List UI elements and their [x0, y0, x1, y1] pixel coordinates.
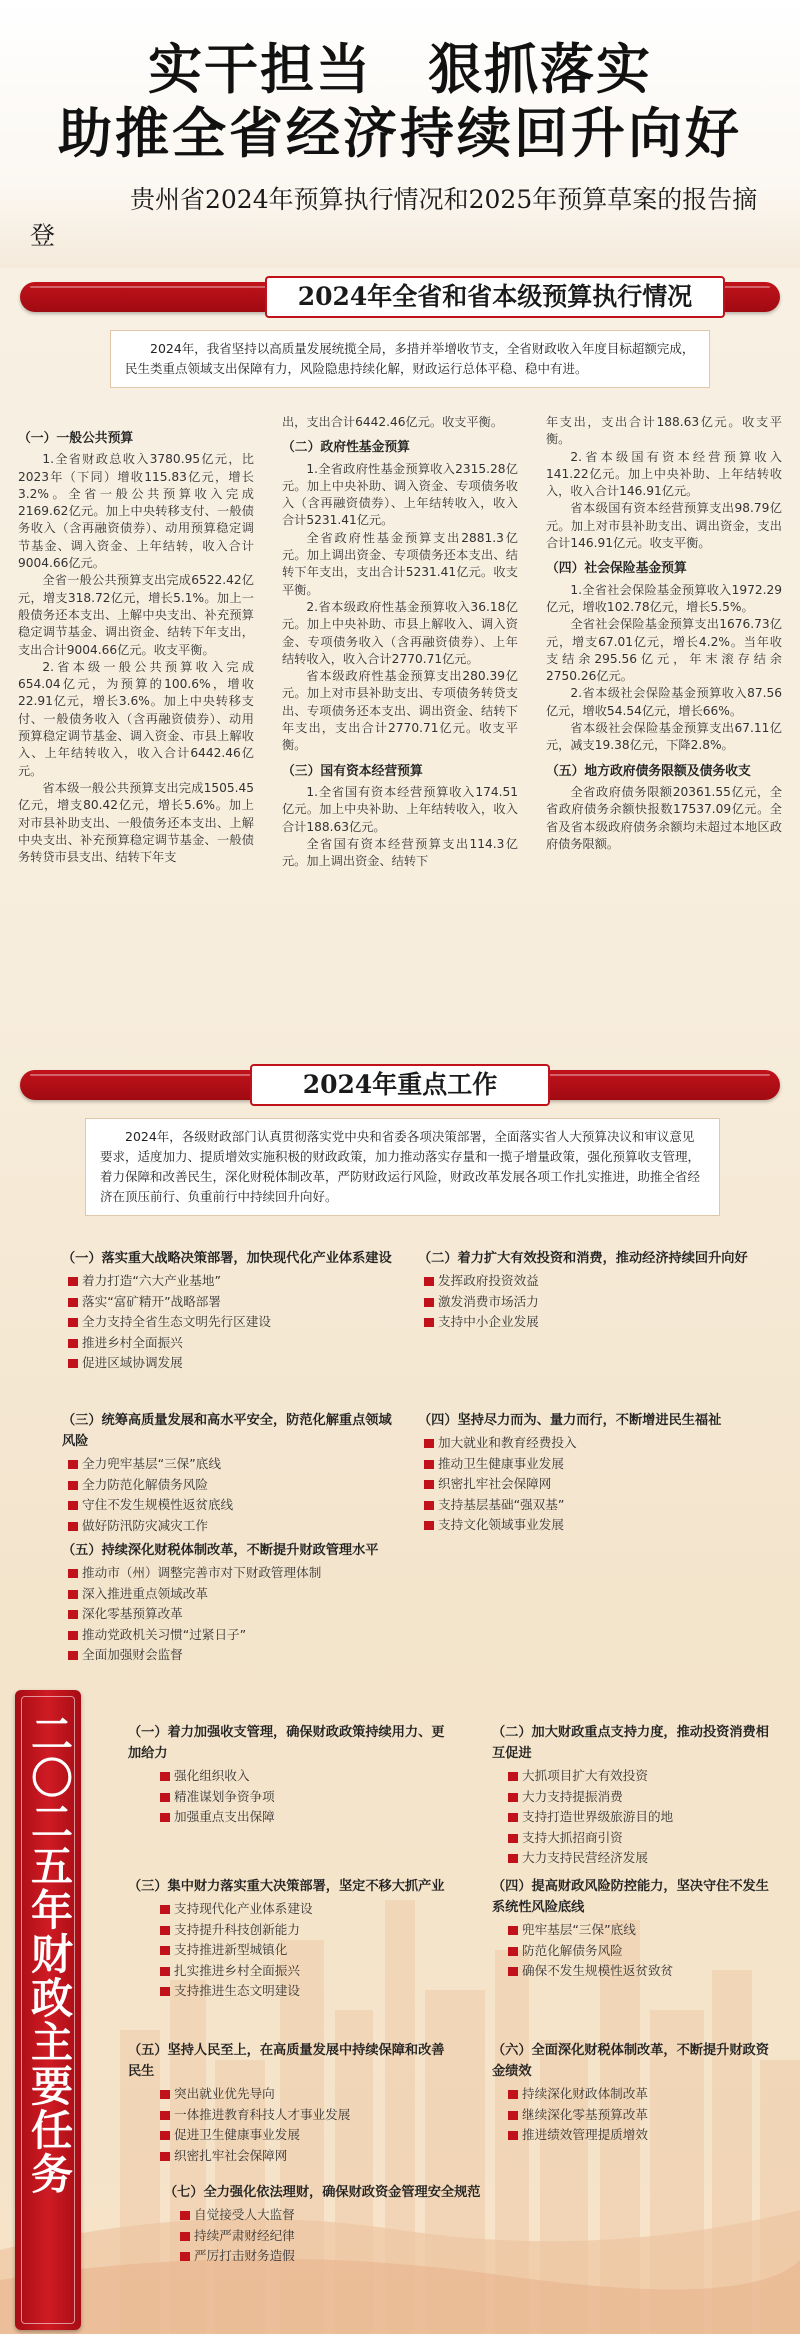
- task-group-title: （三）集中财力落实重大决策部署，坚定不移大抓产业: [128, 1879, 445, 1894]
- list-item: 突出就业优先导向: [154, 2084, 448, 2105]
- list-item: 全面加强财会监督: [62, 1645, 482, 1666]
- list-item: 支持中小企业发展: [418, 1312, 778, 1333]
- heading-general-budget: （一）一般公共预算: [18, 431, 134, 446]
- paragraph: 全省政府性基金预算支出2881.3亿元。加上调出资金、专项债务还本支出、结转下年支出，支出合计5231.41亿元。收支平衡。: [282, 530, 518, 597]
- section-3-vertical-banner: [15, 1690, 81, 2330]
- task-group-2: [418, 1248, 778, 1333]
- list-item: 防范化解债务风险: [502, 1941, 782, 1962]
- list-item: 全力防范化解债务风险: [62, 1475, 392, 1496]
- report-subtitle: 贵州省2024年预算执行情况和2025年预算草案的报告摘登: [30, 185, 758, 250]
- priority-group-7: [164, 2182, 584, 2267]
- priority-group-2: [492, 1722, 782, 1869]
- list-item: 织密扎牢社会保障网: [418, 1474, 778, 1495]
- paragraph: 全省国有资本经营预算支出114.3亿元。加上调出资金、结转下: [282, 836, 518, 869]
- section-1-intro: 2024年，我省坚持以高质量发展统揽全局，多措并举增收节支，全省财政收入年度目标超额完成，民生类重点领域支出保障有力，风险隐患持续化解，财政运行总体平稳、稳中有进。: [110, 330, 710, 388]
- heading-state-capital-budget: （三）国有资本经营预算: [282, 763, 423, 779]
- list-item: 支持基层基础“强双基”: [418, 1495, 778, 1516]
- list-item: 大力支持民营经济发展: [502, 1848, 782, 1869]
- list-item: 守住不发生规模性返贫底线: [62, 1495, 392, 1516]
- paragraph: 1.全省政府性基金预算收入2315.28亿元。加上中央补助、调入资金、专项债务收入（含再融资债券）、上年结转收入，收入合计5231.41亿元。: [282, 461, 518, 528]
- section-2-ribbon: [20, 1064, 780, 1106]
- list-item: 兜牢基层“三保”底线: [502, 1920, 782, 1941]
- list-item: 促进卫生健康事业发展: [154, 2125, 448, 2146]
- paragraph: 2.省本级国有资本经营预算收入141.22亿元。加上中央补助、上年结转收入，收入合计146.91亿元。: [546, 449, 782, 499]
- list-item: 一体推进教育科技人才事业发展: [154, 2105, 448, 2126]
- column-2: [282, 414, 518, 870]
- task-group-title: （一）着力加强收支管理，确保财政政策持续用力、更加给力: [128, 1725, 445, 1761]
- paragraph: 省本级一般公共预算支出完成1505.45亿元，增支80.42亿元，增长5.6%。加上对市县补助支出、一般债务还本支出、上解中央支出、补充预算稳定调节基金、一般债务转贷市县支出、结转下年支: [18, 780, 254, 865]
- section-2-title: 2024年重点工作: [250, 1064, 550, 1106]
- list-item: 加强重点支出保障: [154, 1807, 448, 1828]
- paragraph: 省本级国有资本经营预算支出98.79亿元。加上对市县补助支出、调出资金，支出合计146.91亿元。收支平衡。: [546, 501, 782, 551]
- task-group-3: [62, 1410, 392, 1536]
- priority-group-6: [492, 2040, 782, 2146]
- task-group-4: [418, 1410, 778, 1536]
- paragraph: 1.全省财政总收入3780.95亿元，比2023年（下同）增收115.83亿元，增长3.2%。全省一般公共预算收入完成2169.62亿元。加上中央转移支付、一般债务收入（含再融资债券）、动用预算稳定调节基金、调入资金、上年结转，收入合计9004.66亿元。: [18, 452, 254, 571]
- list-item: 严厉打击财务造假: [174, 2246, 584, 2267]
- task-group-title: （五）坚持人民至上，在高质量发展中持续保障和改善民生: [128, 2043, 445, 2079]
- headline-left: 实干担当: [148, 38, 372, 101]
- list-item: 推动党政机关习惯“过紧日子”: [62, 1625, 482, 1646]
- list-item: 大抓项目扩大有效投资: [502, 1766, 782, 1787]
- list-item: 支持现代化产业体系建设: [154, 1899, 448, 1920]
- banner-text-wrap: [15, 1712, 81, 2196]
- list-item: 扎实推进乡村全面振兴: [154, 1961, 448, 1982]
- task-group-title: （三）统筹高质量发展和高水平安全，防范化解重点领域风险: [62, 1413, 392, 1449]
- column-3: [546, 414, 782, 853]
- priority-group-4: [492, 1876, 782, 1982]
- paragraph: 年支出，支出合计188.63亿元。收支平衡。: [546, 415, 782, 447]
- list-item: 织密扎牢社会保障网: [154, 2146, 448, 2167]
- list-item: 深入推进重点领域改革: [62, 1584, 482, 1605]
- task-group-title: （四）提高财政风险防控能力，坚决守住不发生系统性风险底线: [492, 1879, 769, 1915]
- list-item: 加大就业和教育经费投入: [418, 1433, 778, 1454]
- list-item: 支持文化领域事业发展: [418, 1515, 778, 1536]
- task-group-1: [62, 1248, 392, 1374]
- list-item: 强化组织收入: [154, 1766, 448, 1787]
- paragraph: 全省一般公共预算支出完成6522.42亿元，增支318.72亿元，增长5.1%。加上一般债务还本支出、上解中央支出、补充预算稳定调节基金、调出资金、结转下年支出，支出合计9004.66亿元。收支平衡。: [18, 573, 254, 657]
- list-item: 支持推进新型城镇化: [154, 1940, 448, 1961]
- list-item: 持续深化财政体制改革: [502, 2084, 782, 2105]
- task-group-title: （六）全面深化财税体制改革，不断提升财政资金绩效: [492, 2043, 769, 2079]
- list-item: 发挥政府投资效益: [418, 1271, 778, 1292]
- paragraph: 省本级社会保险基金预算支出67.11亿元，减支19.38亿元，下降2.8%。: [546, 721, 782, 753]
- section-2-intro: 2024年，各级财政部门认真贯彻落实党中央和省委各项决策部署，全面落实省人大预算决议和审议意见要求，适度加力、提质增效实施积极的财政政策，加力推动落实存量和一揽子增量政策，强化预算收支管理，着力保障和改善民生，深化财税体制改革，严防财政运行风险，财政改革发展各项工作扎实推进，助推全省经济在顶压前行、负重前行中持续回升向好。: [85, 1118, 720, 1216]
- list-item: 推动卫生健康事业发展: [418, 1454, 778, 1475]
- headline-right: 狠抓落实: [428, 38, 652, 101]
- task-group-5: [62, 1540, 482, 1666]
- list-item: 推进绩效管理提质增效: [502, 2125, 782, 2146]
- paragraph: 全省社会保险基金预算支出1676.73亿元，增支67.01亿元，增长4.2%。当年收支结余295.56亿元，年末滚存结余2750.26亿元。: [546, 617, 782, 684]
- section-1-title: 2024年全省和省本级预算执行情况: [265, 276, 725, 318]
- list-item: 支持大抓招商引资: [502, 1828, 782, 1849]
- list-item: 确保不发生规模性返贫致贫: [502, 1961, 782, 1982]
- list-item: 支持推进生态文明建设: [154, 1981, 448, 2002]
- paragraph: 1.全省社会保险基金预算收入1972.29亿元，增收102.78亿元，增长5.5%。: [546, 582, 782, 614]
- list-item: 深化零基预算改革: [62, 1604, 482, 1625]
- priority-group-1: [128, 1722, 448, 1828]
- list-item: 推动市（州）调整完善市对下财政管理体制: [62, 1563, 482, 1584]
- section-3-title: 二〇二五年财政主要任务: [25, 1712, 74, 2196]
- list-item: 自觉接受人大监督: [174, 2205, 584, 2226]
- heading-government-debt: （五）地方政府债务限额及债务收支: [546, 763, 751, 779]
- list-item: 全力支持全省生态文明先行区建设: [62, 1312, 392, 1333]
- paragraph: 1.全省国有资本经营预算收入174.51亿元。加上中央补助、上年结转收入，收入合计188.63亿元。: [282, 784, 518, 834]
- paragraph: 2.省本级政府性基金预算收入36.18亿元。加上中央补助、市县上解收入、调入资金、专项债务收入（含再融资债券）、上年结转收入，收入合计2770.71亿元。: [282, 599, 518, 666]
- list-item: 促进区域协调发展: [62, 1353, 392, 1374]
- list-item: 支持提升科技创新能力: [154, 1920, 448, 1941]
- paragraph: 全省政府债务限额20361.55亿元，全省政府债务余额快报数17537.09亿元。全省及省本级政府债务余额均未超过本地区政府债务限额。: [546, 784, 782, 851]
- list-item: 全力兜牢基层“三保”底线: [62, 1454, 392, 1475]
- paragraph: 出，支出合计6442.46亿元。收支平衡。: [282, 415, 504, 429]
- section-1-ribbon: [20, 276, 780, 318]
- task-group-title: （五）持续深化财税体制改革，不断提升财政管理水平: [62, 1543, 379, 1558]
- task-group-title: （二）加大财政重点支持力度，推动投资消费相互促进: [492, 1725, 769, 1761]
- task-group-title: （四）坚持尽力而为、量力而行，不断增进民生福祉: [418, 1413, 722, 1428]
- list-item: 推进乡村全面振兴: [62, 1333, 392, 1354]
- task-group-title: （一）落实重大战略决策部署，加快现代化产业体系建设: [62, 1251, 392, 1266]
- list-item: 精准谋划争资争项: [154, 1787, 448, 1808]
- heading-social-insurance: （四）社会保险基金预算: [546, 561, 687, 577]
- header: [0, 0, 800, 268]
- list-item: 继续深化零基预算改革: [502, 2105, 782, 2126]
- headline-line-2: 助推全省经济持续回升向好: [58, 102, 742, 165]
- list-item: 大力支持提振消费: [502, 1787, 782, 1808]
- heading-fund-budget: （二）政府性基金预算: [282, 440, 410, 456]
- paragraph: 2.省本级一般公共预算收入完成654.04亿元，为预算的100.6%，增收22.91亿元，增长3.6%。加上中央转移支付、一般债务收入（含再融资债券）、动用预算稳定调节基金、调入资金、市县上解收入、上年结转收入，收入合计6442.46亿元。: [18, 659, 254, 778]
- priority-group-5: [128, 2040, 448, 2166]
- list-item: 支持打造世界级旅游目的地: [502, 1807, 782, 1828]
- list-item: 激发消费市场活力: [418, 1292, 778, 1313]
- list-item: 持续严肃财经纪律: [174, 2226, 584, 2247]
- paragraph: 省本级政府性基金预算支出280.39亿元。加上对市县补助支出、专项债务转贷支出、专项债务还本支出、调出资金、结转下年支出，支出合计2770.71亿元。收支平衡。: [282, 669, 518, 753]
- column-1: [18, 422, 254, 866]
- paragraph: 2.省本级社会保险基金预算收入87.56亿元，增收54.54亿元，增长66%。: [546, 686, 782, 718]
- list-item: 落实“富矿精开”战略部署: [62, 1292, 392, 1313]
- list-item: 着力打造“六大产业基地”: [62, 1271, 392, 1292]
- headline-line-1: [0, 38, 800, 102]
- task-group-title: （二）着力扩大有效投资和消费，推动经济持续回升向好: [418, 1251, 748, 1266]
- task-group-title: （七）全力强化依法理财，确保财政资金管理安全规范: [164, 2185, 481, 2200]
- list-item: 做好防汛防灾减灾工作: [62, 1516, 392, 1537]
- headline: [0, 38, 800, 166]
- priority-group-3: [128, 1876, 448, 2002]
